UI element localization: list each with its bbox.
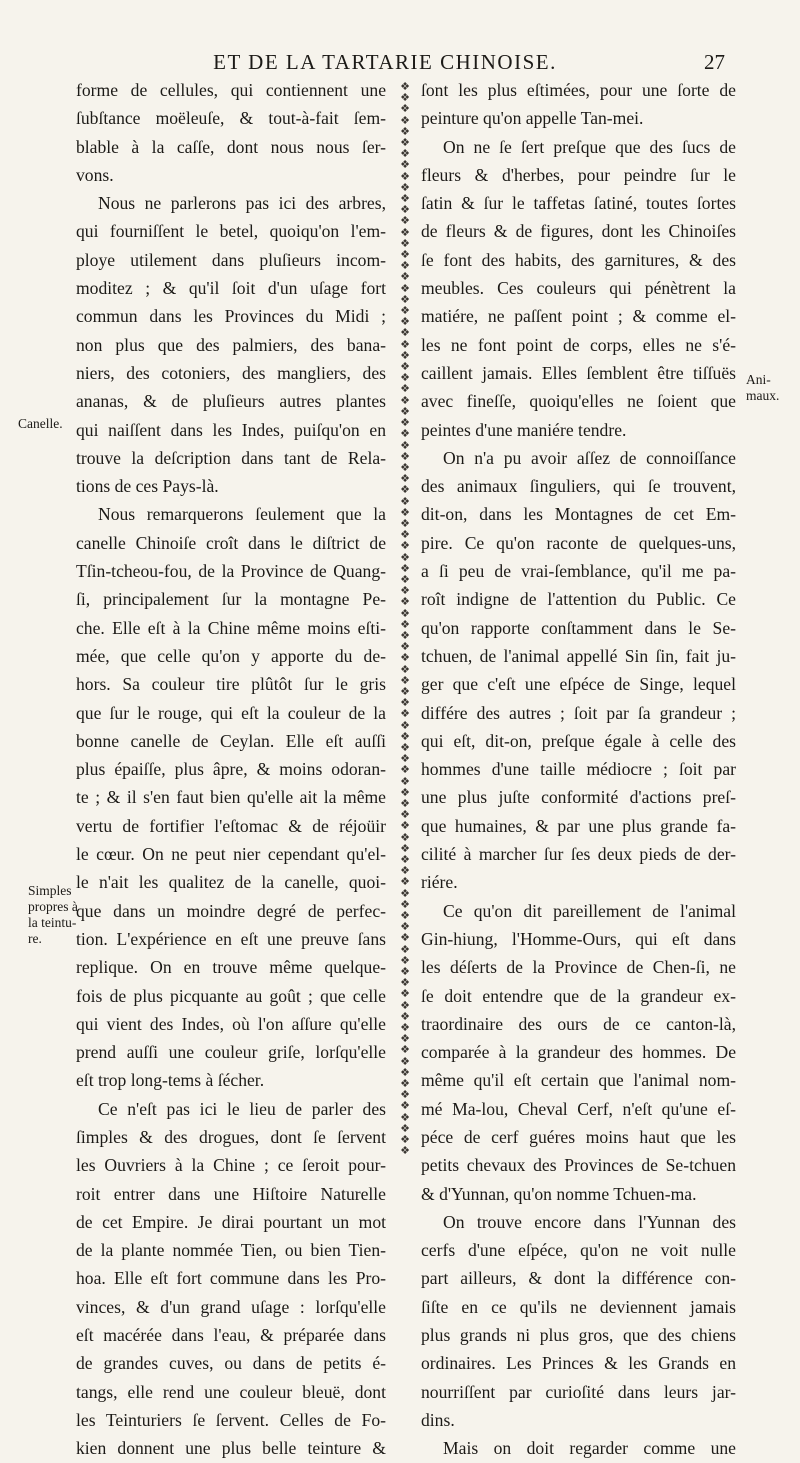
text-line: ſatin & ſur le taffetas ſatiné, toutes ſortes bbox=[421, 193, 736, 214]
text-line: te ; & il s'en faut bien qu'elle ait la même bbox=[76, 787, 386, 808]
text-line: plus épaiſſe, plus âpre, & moins odoran- bbox=[76, 759, 386, 780]
text-line: cilité à marcher ſur ſes deux pieds de der- bbox=[421, 844, 736, 865]
margin-note-line: Ani- bbox=[746, 372, 771, 387]
margin-note-line: la teintu- bbox=[28, 915, 77, 930]
running-head: ET DE LA TARTARIE CHINOISE. bbox=[213, 50, 557, 74]
text-line: eſt macérée dans l'eau, & préparée dans bbox=[76, 1325, 386, 1346]
text-line: trouve la deſcription dans tant de Rela- bbox=[76, 447, 386, 468]
text-line: les ne font point de corps, elles ne s'é- bbox=[421, 334, 736, 355]
text-line: traordinaire des ours de ce canton-là, bbox=[421, 1013, 736, 1034]
ornamental-column-divider: ❖ ❖ ❖ ❖ ❖ ❖ ❖ ❖ ❖ ❖ ❖ ❖ ❖ ❖ ❖ ❖ ❖ ❖ ❖ ❖ ❖ ❖ ❖ ❖ ❖ ❖ ❖ ❖ ❖ ❖ ❖ ❖ ❖ ❖ ❖ ❖ ❖ ❖ ❖ ❖ ❖ ❖ ❖ ❖ ❖ ❖ ❖ ❖ ❖ ❖ ❖ ❖ ❖ ❖ ❖ ❖ ❖ ❖ ❖ ❖ ❖ ❖ ❖ ❖ ❖ ❖ ❖ ❖ ❖ ❖ ❖ ❖ ❖ ❖ ❖ ❖ ❖ ❖ ❖ ❖ ❖ ❖ ❖ ❖ ❖ ❖ ❖ ❖ ❖ ❖ ❖ ❖ ❖ ❖ ❖ ❖ bbox=[400, 82, 410, 1157]
text-line: plus grands ni plus gros, que des chiens bbox=[421, 1325, 736, 1346]
text-line: prend auſſi une couleur griſe, lorſqu'elle bbox=[76, 1042, 386, 1063]
text-line: peintes d'une maniére tendre. bbox=[421, 419, 627, 440]
margin-note-animaux bbox=[746, 372, 796, 404]
text-line: eſt trop long-tems à ſécher. bbox=[76, 1070, 265, 1091]
text-line: riére. bbox=[421, 872, 458, 893]
text-line: roit entrer dans une Hiſtoire Naturelle bbox=[76, 1183, 386, 1204]
text-line: peinture qu'on appelle Tan-mei. bbox=[421, 108, 644, 129]
text-line: ſont les plus eſtimées, pour une ſorte de bbox=[421, 80, 736, 100]
text-line: de cet Empire. Je dirai pourtant un mot bbox=[76, 1211, 386, 1232]
text-line: qui naiſſent dans les Indes, puiſqu'on en bbox=[76, 419, 386, 440]
text-line: de grandes cuves, ou dans de petits é- bbox=[76, 1353, 386, 1374]
text-line: que ſur le rouge, qui eſt la couleur de la bbox=[76, 702, 386, 723]
text-line: cerfs d'une eſpéce, qu'on ne voit nulle bbox=[421, 1240, 736, 1261]
text-line: forme de cellules, qui contiennent une bbox=[76, 80, 386, 100]
text-line: commun dans les Provinces du Midi ; bbox=[76, 306, 386, 327]
text-line: a ſi peu de vrai-ſemblance, qu'il me pa- bbox=[421, 561, 736, 582]
text-line: péce de cerf guéres moins haut que les bbox=[421, 1126, 736, 1147]
text-line: blable à la caſſe, dont nous nous ſer- bbox=[76, 136, 386, 157]
text-line: tions de ces Pays-là. bbox=[76, 476, 219, 497]
text-line: les Teinturiers ſe ſervent. Celles de Fo- bbox=[76, 1409, 386, 1430]
text-line: fois de plus picquante au goût ; que celle bbox=[76, 985, 386, 1006]
text-line: & d'Yunnan, qu'on nomme Tchuen-ma. bbox=[421, 1183, 697, 1204]
text-line: le cœur. On ne peut nier cependant qu'el- bbox=[76, 844, 386, 865]
text-line: avec fineſſe, quoiqu'elles ne ſoient que bbox=[421, 391, 736, 412]
text-line: Mais on doit regarder comme une bbox=[443, 1438, 736, 1459]
text-line: hors. Sa couleur tire plûtôt ſur le gris bbox=[76, 674, 386, 695]
text-line: niers, des cotoniers, des mangliers, des bbox=[76, 362, 386, 383]
margin-note-simples bbox=[28, 883, 76, 947]
text-line: tion. L'expérience en eſt une preuve ſans bbox=[76, 928, 386, 949]
text-line: dins. bbox=[421, 1409, 455, 1430]
text-line: On trouve encore dans l'Yunnan des bbox=[443, 1211, 736, 1232]
text-line: ſe font des habits, des garnitures, & des bbox=[421, 249, 736, 270]
text-line: les déſerts de la Province de Chen-ſi, ne bbox=[421, 957, 736, 978]
text-line: caillent jamais. Elles ſemblent être tiſſuës bbox=[421, 362, 736, 383]
text-line: ordinaires. Les Princes & les Grands en bbox=[421, 1353, 736, 1374]
text-line: moditez ; & qu'il ſoit d'un uſage fort bbox=[76, 278, 386, 299]
text-line: ſi, principalement ſur la montagne Pe- bbox=[76, 589, 386, 610]
text-line: mée, que celle qu'on y apporte du de- bbox=[76, 645, 386, 666]
text-line: roît indigne de l'attention du Public. Ce bbox=[421, 589, 736, 610]
text-line: che. Elle eſt à la Chine même moins eſti- bbox=[76, 617, 386, 638]
text-line: Tſin-tcheou-fou, de la Province de Quang- bbox=[76, 561, 386, 582]
text-line: vertu de fortifier l'eſtomac & de réjoüir bbox=[76, 815, 386, 836]
text-line: vons. bbox=[76, 164, 114, 185]
text-line: de la plante nommée Tien, ou bien Tien- bbox=[76, 1240, 386, 1261]
margin-note-line: re. bbox=[28, 931, 42, 946]
text-line: On ne ſe ſert preſque que des ſucs de bbox=[443, 136, 736, 157]
page-number: 27 bbox=[704, 50, 725, 74]
margin-note-line: maux. bbox=[746, 388, 780, 403]
text-line: Nous remarquerons ſeulement que la bbox=[98, 504, 386, 525]
text-line: ger que c'eſt une eſpéce de Singe, lequel bbox=[421, 674, 736, 695]
text-line: tangs, elle rend une couleur bleuë, dont bbox=[76, 1381, 386, 1402]
text-line: vinces, & d'un grand uſage : lorſqu'elle bbox=[76, 1296, 386, 1317]
text-line: qui fourniſſent le betel, quoiqu'on l'em- bbox=[76, 221, 386, 242]
margin-note-line: Canelle. bbox=[18, 416, 63, 431]
text-line: Gin-hiung, l'Homme-Ours, qui eſt dans bbox=[421, 928, 736, 949]
text-line: comparée à la grandeur des hommes. De bbox=[421, 1042, 736, 1063]
left-text-column bbox=[76, 76, 386, 1463]
text-line: Nous ne parlerons pas ici des arbres, bbox=[98, 193, 386, 214]
text-line: tchuen, de l'animal appellé Sin ſin, fait ju- bbox=[421, 645, 736, 666]
text-line: mé Ma-lou, Cheval Cerf, n'eſt qu'une eſ- bbox=[421, 1098, 736, 1119]
margin-note-line: propres à bbox=[28, 899, 78, 914]
text-line: On n'a pu avoir aſſez de connoiſſance bbox=[443, 447, 736, 468]
text-line: qu'on rapporte conſtamment dans le Se- bbox=[421, 617, 736, 638]
right-text-column bbox=[421, 76, 736, 1463]
text-line: pire. Ce qu'on raconte de quelques-uns, bbox=[421, 532, 736, 553]
text-line: ananas, & de pluſieurs autres plantes bbox=[76, 391, 386, 412]
text-line: fleurs & d'herbes, pour peindre ſur le bbox=[421, 164, 736, 185]
text-line: Ce qu'on dit pareillement de l'animal bbox=[443, 900, 736, 921]
text-line: dit-on, dans les Montagnes de cet Em- bbox=[421, 504, 736, 525]
margin-note-line: Simples bbox=[28, 883, 72, 898]
text-line: même qu'il eſt certain que l'animal nom- bbox=[421, 1070, 736, 1091]
text-line: le n'ait les qualitez de la canelle, quoi- bbox=[76, 872, 386, 893]
text-line: des animaux ſinguliers, qui ſe trouvent, bbox=[421, 476, 736, 497]
text-line: ploye utilement dans pluſieurs incom- bbox=[76, 249, 386, 270]
text-line: ſubſtance moëleuſe, & tout-à-fait ſem- bbox=[76, 108, 386, 129]
text-line: hommes d'une taille médiocre ; ſoit par bbox=[421, 759, 736, 780]
text-line: part ailleurs, & dont la différence con- bbox=[421, 1268, 736, 1289]
text-line: bonne canelle de Ceylan. Elle eſt auſſi bbox=[76, 730, 386, 751]
text-line: canelle Chinoiſe croît dans le diſtrict de bbox=[76, 532, 386, 553]
text-line: petits chevaux des Provinces de Se-tchuen bbox=[421, 1155, 736, 1176]
text-line: ſe doit entendre que de la grandeur ex- bbox=[421, 985, 736, 1006]
text-line: matiére, ne paſſent point ; & comme el- bbox=[421, 306, 736, 327]
text-line: ſimples & des drogues, dont ſe ſervent bbox=[76, 1126, 386, 1147]
text-line: de fleurs & de figures, dont les Chinoiſes bbox=[421, 221, 736, 242]
text-line: non plus que des palmiers, des bana- bbox=[76, 334, 386, 355]
text-line: que humaines, & par une plus grande fa- bbox=[421, 815, 736, 836]
text-line: meubles. Ces couleurs qui pénètrent la bbox=[421, 278, 736, 299]
text-line: nourriſſent par curioſité dans leurs jar- bbox=[421, 1381, 736, 1402]
text-line: Ce n'eſt pas ici le lieu de parler des bbox=[98, 1098, 386, 1119]
text-line: replique. On en trouve même quelque- bbox=[76, 957, 386, 978]
text-line: kien donnent une plus belle teinture & bbox=[76, 1438, 386, 1459]
text-line: qui vient des Indes, où l'on aſſure qu'elle bbox=[76, 1013, 386, 1034]
text-line: hoa. Elle eſt fort commune dans les Pro- bbox=[76, 1268, 386, 1289]
text-line: que dans un moindre degré de perfec- bbox=[76, 900, 386, 921]
text-line: différe des autres ; ſoit par ſa grandeur ; bbox=[421, 702, 736, 723]
text-line: ſiſte en ce qu'ils ne deviennent jamais bbox=[421, 1296, 736, 1317]
text-line: qui eſt, dit-on, preſque égale à celle des bbox=[421, 730, 736, 751]
text-line: les Ouvriers à la Chine ; ce ſeroit pour- bbox=[76, 1155, 386, 1176]
margin-note-canelle bbox=[18, 416, 63, 432]
text-line: une plus juſte conformité d'actions preſ- bbox=[421, 787, 736, 808]
